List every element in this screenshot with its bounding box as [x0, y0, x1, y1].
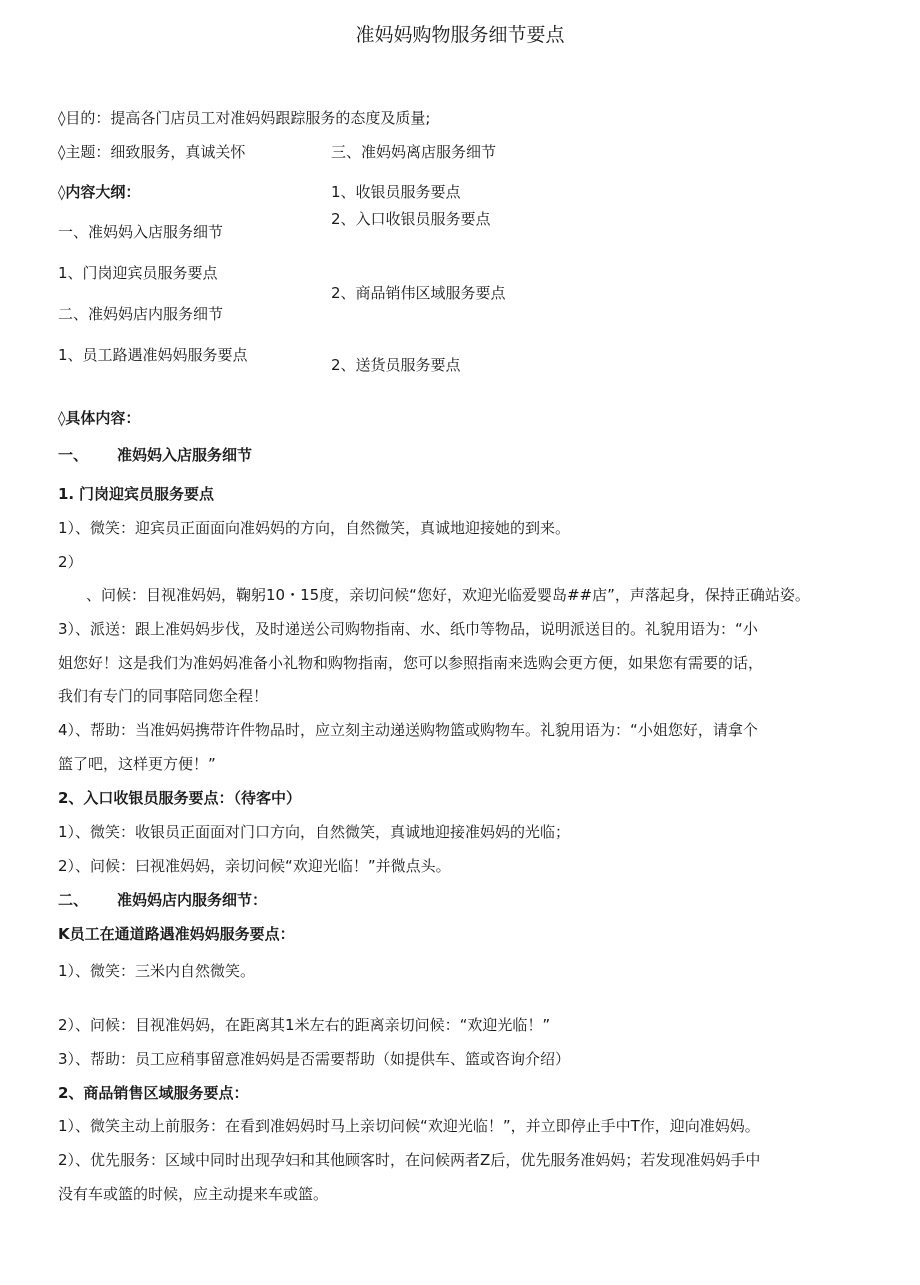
paragraph-line: 2）、问候：目视准妈妈，在距离其1米左右的距离亲切问候：“欢迎光临！”	[58, 1016, 551, 1034]
paragraph-line: 1）、微笑：三米内自然微笑。	[58, 962, 256, 980]
subsection-title: K员工在通道路遇准妈妈服务要点：	[58, 925, 295, 943]
paragraph-line: 没有车或篮的时候，应主动提来车或篮。	[58, 1185, 329, 1203]
theme-line: ◊主题：细致服务，真诚关怀	[58, 143, 246, 161]
subsection-title: 门岗迎宾员服务要点	[79, 485, 215, 503]
section-title: 准妈妈店内服务细节：	[117, 891, 268, 909]
outline-right-item: 2、商品销伟区域服务要点	[331, 284, 506, 302]
outline-right-item: 2、入口收银员服务要点	[331, 210, 491, 228]
paragraph-line: 3）、帮助：员工应稍事留意准妈妈是否需要帮助（如提供车、篮或咨询介绍）	[58, 1050, 571, 1068]
section-title: 准妈妈入店服务细节	[117, 446, 253, 464]
paragraph-line: 2）、问候：曰视准妈妈，亲切问候“欢迎光临！”并微点头。	[58, 857, 451, 875]
subsection-title: 2、入口收银员服务要点：（待客中）	[58, 789, 301, 807]
paragraph-line: 3）、派送：跟上准妈妈步伐，及时递送公司购物指南、水、纸巾等物品，说明派送目的。礼貌用语为：“小	[58, 620, 758, 638]
paragraph-line: 2）、优先服务：区域中同时出现孕妇和其他顾客时，在问候两者Z后，优先服务准妈妈；若发现准妈妈手中	[58, 1151, 761, 1169]
paragraph-line: 1）、微笑：收银员正面面对门口方向，自然微笑，真诚地迎接准妈妈的光临；	[58, 823, 571, 841]
paragraph-line: 1）、微笑：迎宾员正面面向准妈妈的方向，自然微笑，真诚地迎接她的到来。	[58, 519, 571, 537]
outline-right-item: 2、送货员服务要点	[331, 356, 461, 374]
outline-right-item: 1、收银员服务要点	[331, 183, 461, 201]
paragraph-line: 我们有专门的同事陪同您全程！	[58, 687, 269, 705]
outline-heading: ◊内容大纲：	[58, 183, 141, 201]
outline-right-item: 三、准妈妈离店服务细节	[331, 143, 497, 161]
section-number: 一、	[58, 446, 89, 464]
paragraph-line: 姐您好！这是我们为准妈妈准备小礼物和购物指南，您可以参照指南来选购会更方便，如果您有需要的话，	[58, 654, 764, 672]
paragraph-line: 篮了吧，这样更方便！”	[58, 755, 216, 773]
purpose-line: ◊目的：提高各门店员工对准妈妈跟踪服务的态度及质量;	[58, 109, 431, 127]
document-title: 准妈妈购物服务细节要点	[355, 24, 565, 46]
outline-left-item: 1、员工路遇准妈妈服务要点	[58, 346, 248, 364]
subsection-number: 1.	[58, 485, 75, 503]
outline-left-item: 1、门岗迎宾员服务要点	[58, 264, 218, 282]
paragraph-line: 4）、帮助：当准妈妈携带许件物品时，应立刻主动递送购物篮或购物车。礼貌用语为：“小姐您好，请拿个	[58, 721, 758, 739]
paragraph-line: 、问候：目视准妈妈，鞠躬10・15度，亲切问候“您好，欢迎光临爱婴岛##店”，声落起身，保持正确站姿。	[86, 586, 810, 604]
outline-left-item: 二、准妈妈店内服务细节	[58, 305, 224, 323]
content-heading: ◊具体内容：	[58, 409, 141, 427]
subsection-title: 2、商品销售区域服务要点：	[58, 1084, 249, 1102]
paragraph-line: 1）、微笑主动上前服务：在看到准妈妈时马上亲切问候“欢迎光临！”，并立即停止手中T作，迎向准妈妈。	[58, 1117, 760, 1135]
section-number: 二、	[58, 891, 89, 909]
outline-left-item: 一、准妈妈入店服务细节	[58, 223, 224, 241]
paragraph-number: 2）	[58, 553, 83, 571]
